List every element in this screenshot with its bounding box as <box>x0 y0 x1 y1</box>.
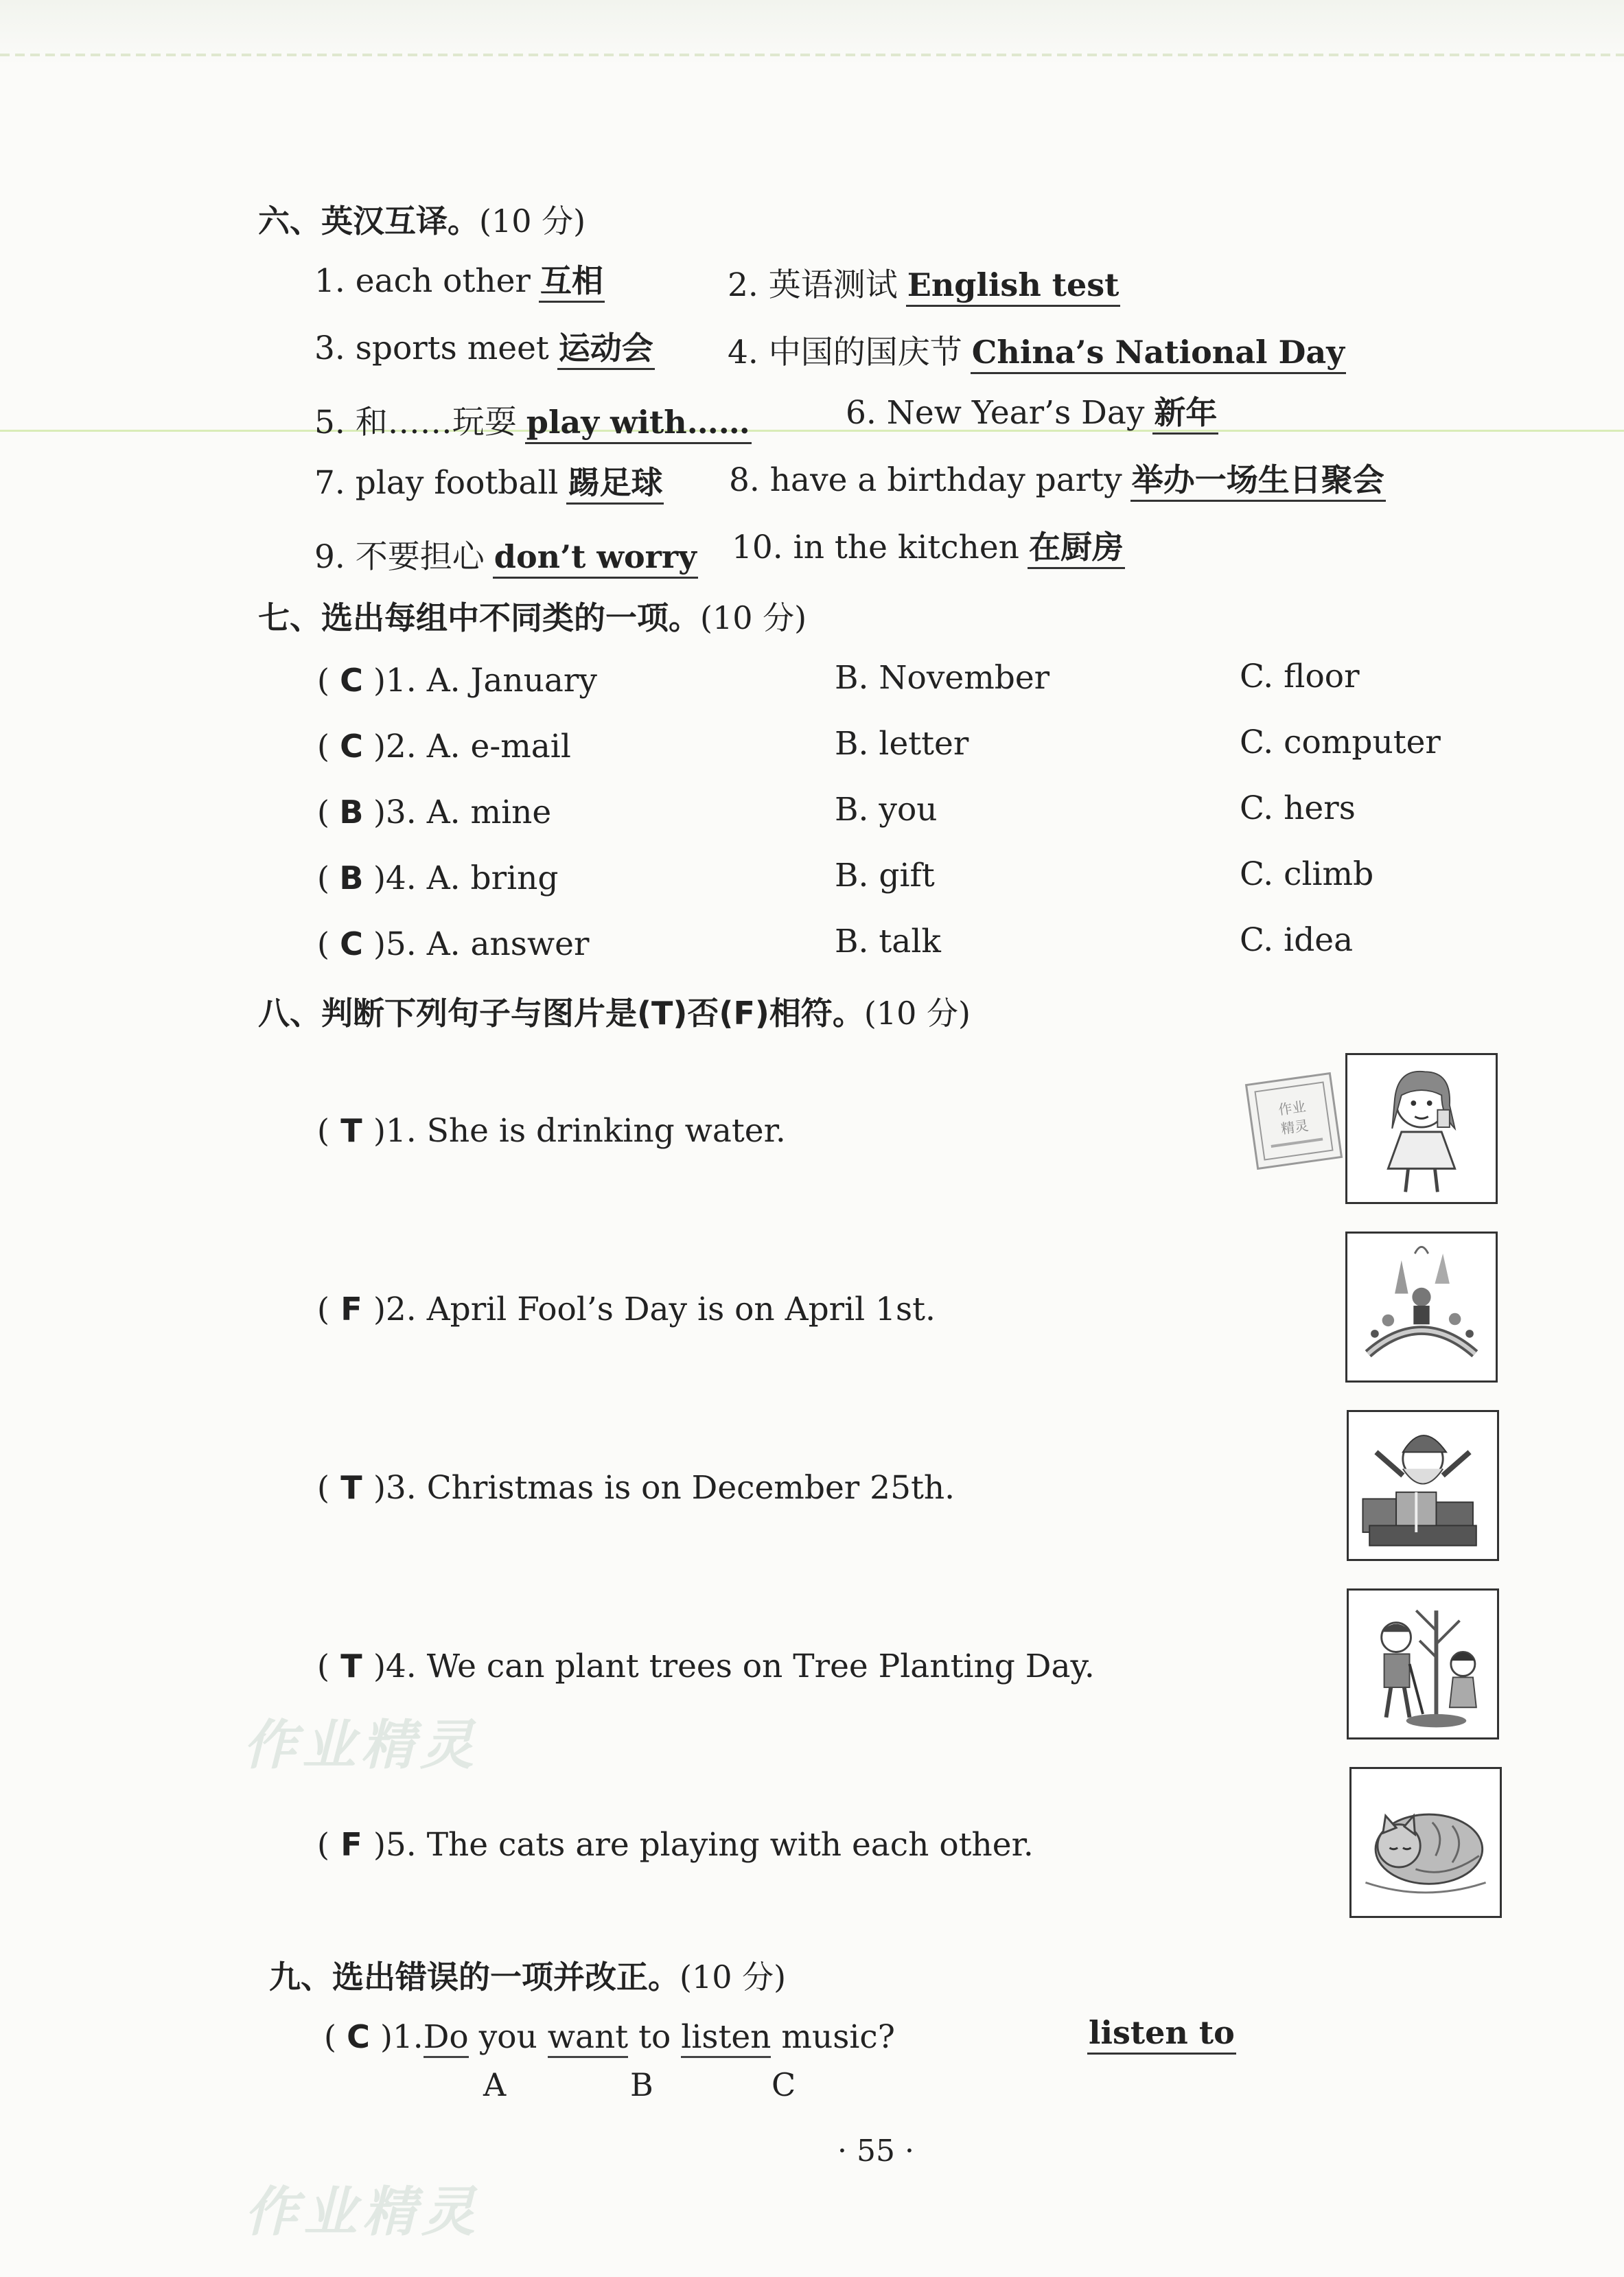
s7-option-b-4: B. gift <box>835 857 935 894</box>
s8-row-2 <box>317 1291 936 1328</box>
sleeping-cat-icon <box>1349 1767 1502 1918</box>
section-8-heading <box>258 989 971 1034</box>
s6-answer-9: don’t worry <box>493 539 698 579</box>
s7-answer-3: B <box>339 794 364 831</box>
s7-option-b-1: B. November <box>835 659 1050 697</box>
watermark-2: 作业精灵 <box>244 2182 481 2243</box>
s9-answer: C <box>347 2018 370 2055</box>
s9-item-1 <box>324 2018 895 2056</box>
s6-prompt-5: 5. 和……玩耍 <box>314 404 517 441</box>
s7-answer-5: C <box>340 925 363 962</box>
section-9-title: 九、选出错误的一项并改正。 <box>269 1958 680 1996</box>
girl-drinking-icon <box>1345 1053 1498 1204</box>
s6-answer-5: play with…… <box>525 404 752 444</box>
s7-answer-box-5: ( C ) <box>317 925 386 962</box>
kids-planting-tree-icon <box>1347 1588 1499 1739</box>
scan-guide-line <box>0 430 1624 432</box>
s7-answer-box-2: ( C ) <box>317 728 386 765</box>
s6-answer-10: 在厨房 <box>1028 529 1125 569</box>
s6-answer-8: 举办一场生日聚会 <box>1130 462 1386 502</box>
s9-word-you: you <box>478 2018 537 2056</box>
s6-item-2 <box>728 259 1120 307</box>
s7-option-a-3: 3. A. mine <box>385 794 552 831</box>
s9-word-to: to <box>638 2018 671 2056</box>
watermark-1: 作业精灵 <box>243 1715 480 1777</box>
s7-row-1 <box>317 662 597 700</box>
s8-answer-2: F <box>340 1291 362 1328</box>
s6-prompt-4: 4. 中国的国庆节 <box>728 334 962 371</box>
s6-answer-7: 踢足球 <box>566 465 664 505</box>
s9-word-music: music? <box>781 2018 895 2056</box>
s8-answer-4: T <box>340 1648 362 1685</box>
stamp-seal <box>1245 1072 1343 1170</box>
s6-item-10 <box>732 529 1125 569</box>
s6-answer-4: China’s National Day <box>971 334 1346 374</box>
s8-sentence-3: 3. Christmas is on December 25th. <box>385 1469 955 1507</box>
s8-answer-box-1: ( T ) <box>317 1112 386 1149</box>
s7-option-c-1: C. floor <box>1240 658 1360 695</box>
s9-number: 1. <box>392 2018 424 2056</box>
section-6-heading <box>258 196 585 242</box>
section-7-heading <box>258 593 807 638</box>
festival-scene-icon <box>1345 1232 1498 1383</box>
s6-item-4 <box>728 327 1346 374</box>
s7-row-5 <box>317 925 589 963</box>
s9-word-want: want <box>548 2018 628 2058</box>
s9-correction: listen to <box>1087 2015 1236 2055</box>
s7-row-3 <box>317 794 551 831</box>
s7-answer-1: C <box>340 662 363 699</box>
s6-item-8 <box>729 461 1386 502</box>
s7-row-2 <box>317 728 571 765</box>
santa-gifts-icon <box>1347 1410 1499 1561</box>
s7-option-c-4: C. climb <box>1240 855 1374 893</box>
section-9-heading <box>269 1952 786 1998</box>
s8-sentence-4: 4. We can plant trees on Tree Planting Day. <box>385 1648 1095 1685</box>
s7-answer-box-4: ( B ) <box>317 859 386 897</box>
s9-letter-a: A <box>483 2066 507 2103</box>
s9-word-do: Do <box>424 2018 469 2058</box>
s9-correction-wrap <box>1087 2014 1236 2055</box>
stamp-line-1: 作业 <box>1277 1098 1307 1118</box>
s6-item-1 <box>314 262 605 303</box>
s8-row-3 <box>317 1469 955 1507</box>
s6-item-7 <box>314 464 664 505</box>
s6-prompt-3: 3. sports meet <box>314 330 549 367</box>
s8-answer-box-3: ( T ) <box>317 1469 386 1506</box>
s8-row-1 <box>317 1112 786 1150</box>
s7-option-b-5: B. talk <box>835 923 941 960</box>
section-7-title: 七、选出每组中不同类的一项。 <box>258 599 700 636</box>
s8-sentence-5: 5. The cats are playing with each other. <box>385 1826 1034 1864</box>
s7-option-c-3: C. hers <box>1240 789 1356 827</box>
s6-prompt-1: 1. each other <box>314 262 531 300</box>
s6-prompt-10: 10. in the kitchen <box>732 529 1019 566</box>
s8-row-5 <box>317 1826 1034 1864</box>
s9-word-listen: listen <box>681 2018 771 2058</box>
s7-option-a-4: 4. A. bring <box>385 859 559 897</box>
s9-letter-c: C <box>772 2066 796 2103</box>
s7-option-b-2: B. letter <box>835 725 969 763</box>
stamp-line-2: 精灵 <box>1279 1117 1310 1137</box>
s6-prompt-7: 7. play football <box>314 464 559 502</box>
section-6-score: (10 分) <box>479 203 586 240</box>
s6-answer-3: 运动会 <box>557 330 655 370</box>
s6-prompt-6: 6. New Year’s Day <box>846 394 1145 432</box>
s6-prompt-2: 2. 英语测试 <box>728 266 898 304</box>
section-6-title: 六、英汉互译。 <box>258 203 479 240</box>
section-8-title: 八、判断下列句子与图片是(T)否(F)相符。 <box>258 995 864 1032</box>
s6-prompt-9: 9. 不要担心 <box>314 538 485 576</box>
s8-answer-box-5: ( F ) <box>317 1826 386 1863</box>
section-7-score: (10 分) <box>700 599 807 636</box>
s8-answer-box-4: ( T ) <box>317 1648 386 1685</box>
s9-letter-b: B <box>630 2066 653 2103</box>
s7-option-c-5: C. idea <box>1240 921 1354 959</box>
section-8-score: (10 分) <box>863 995 971 1032</box>
s7-option-a-5: 5. A. answer <box>385 925 590 963</box>
s7-option-a-1: 1. A. January <box>385 662 597 700</box>
s8-answer-box-2: ( F ) <box>317 1291 386 1328</box>
s7-option-a-2: 2. A. e-mail <box>385 728 571 765</box>
s7-answer-box-1: ( C ) <box>317 662 386 699</box>
s6-item-9 <box>314 531 698 579</box>
s9-answer-box: ( C ) <box>324 2018 393 2055</box>
page-number: · 55 · <box>837 2134 914 2169</box>
s6-answer-1: 互相 <box>539 263 605 303</box>
section-9-score: (10 分) <box>680 1958 787 1996</box>
s6-answer-2: English test <box>906 267 1121 307</box>
s7-row-4 <box>317 859 558 897</box>
s8-sentence-1: 1. She is drinking water. <box>385 1112 786 1150</box>
s6-prompt-8: 8. have a birthday party <box>729 461 1122 499</box>
s7-answer-2: C <box>340 728 363 765</box>
s8-answer-3: T <box>340 1469 362 1506</box>
s7-option-c-2: C. computer <box>1240 724 1441 761</box>
s7-answer-4: B <box>339 859 364 897</box>
s6-item-5 <box>314 397 752 444</box>
top-margin-band <box>0 0 1624 65</box>
s8-row-4 <box>317 1648 1095 1685</box>
s6-answer-6: 新年 <box>1152 395 1218 435</box>
s7-option-b-3: B. you <box>835 791 938 829</box>
s8-answer-5: F <box>340 1826 362 1863</box>
s7-answer-box-3: ( B ) <box>317 794 386 831</box>
s8-answer-1: T <box>340 1112 362 1149</box>
s6-item-6 <box>846 394 1218 435</box>
s8-sentence-2: 2. April Fool’s Day is on April 1st. <box>385 1291 936 1328</box>
s6-item-3 <box>314 330 655 370</box>
